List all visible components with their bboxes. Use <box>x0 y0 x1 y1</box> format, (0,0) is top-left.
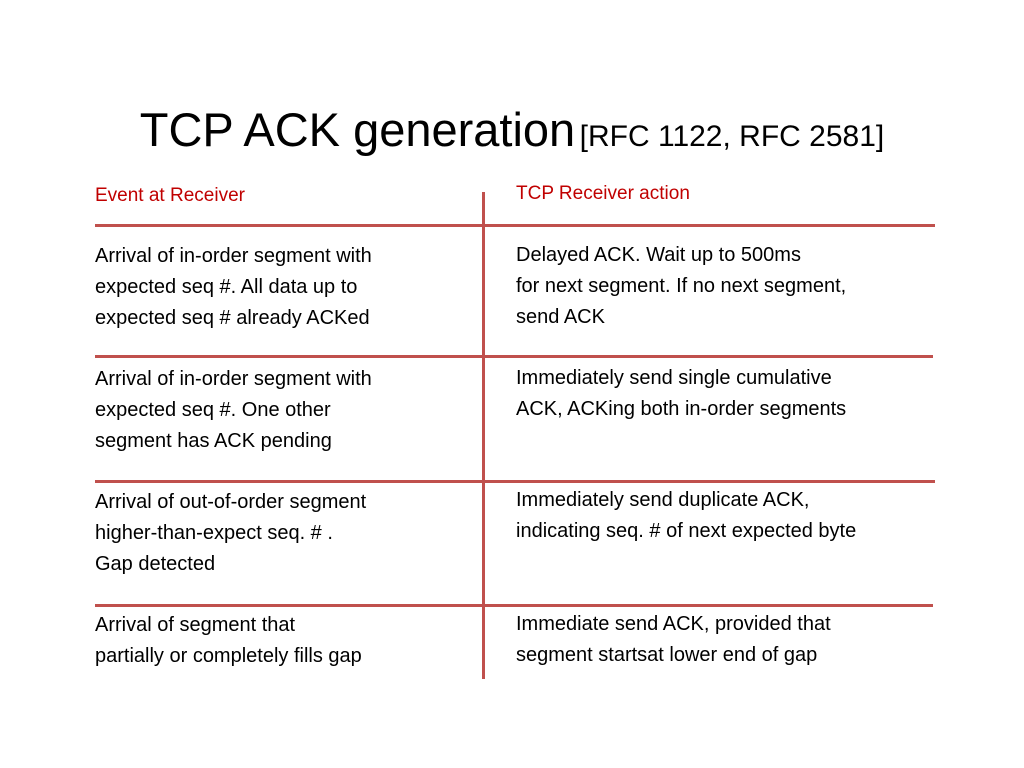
header-event: Event at Receiver <box>95 185 245 206</box>
title-subtitle: [RFC 1122, RFC 2581] <box>579 120 885 153</box>
column-divider <box>482 192 485 679</box>
row-4-action <box>516 609 831 671</box>
row-1-event <box>95 241 372 334</box>
row-1-action-line-3: send ACK <box>516 306 605 328</box>
row-2-action <box>516 363 846 425</box>
row-3-action-line-2: indicating seq. # of next expected byte <box>516 520 857 542</box>
row-1-action-line-2: for next segment. If no next segment, <box>516 275 847 297</box>
title-main: TCP ACK generation <box>139 103 576 156</box>
row-3-event <box>95 487 366 580</box>
row-4-event-line-1: Arrival of segment that <box>95 614 296 636</box>
row-3-event-line-2: higher-than-expect seq. # . <box>95 522 333 544</box>
row-1-event-line-2: expected seq #. All data up to <box>95 276 358 298</box>
row-2-event <box>95 364 372 457</box>
row-4-event-line-2: partially or completely fills gap <box>95 645 362 667</box>
row-3-event-line-1: Arrival of out-of-order segment <box>95 491 367 513</box>
header-action: TCP Receiver action <box>516 183 690 204</box>
row-2-event-line-1: Arrival of in-order segment with <box>95 368 372 390</box>
row-2-action-line-1: Immediately send single cumulative <box>516 367 832 389</box>
row-rule-1 <box>95 355 933 358</box>
row-3-action-line-1: Immediately send duplicate ACK, <box>516 489 810 511</box>
row-2-action-line-2: ACK, ACKing both in-order segments <box>516 398 847 420</box>
row-2-event-line-2: expected seq #. One other <box>95 399 331 421</box>
row-4-action-line-2: segment startsat lower end of gap <box>516 644 818 666</box>
row-2-event-line-3: segment has ACK pending <box>95 430 332 452</box>
row-1-action-line-1: Delayed ACK. Wait up to 500ms <box>516 244 801 266</box>
slide-title <box>0 104 1024 156</box>
header-rule <box>95 224 935 227</box>
row-1-event-line-1: Arrival of in-order segment with <box>95 245 372 267</box>
row-rule-3 <box>95 604 933 607</box>
row-4-action-line-1: Immediate send ACK, provided that <box>516 613 831 635</box>
row-4-event <box>95 610 362 672</box>
row-1-action <box>516 240 846 333</box>
row-3-event-line-3: Gap detected <box>95 553 216 575</box>
row-rule-2 <box>95 480 935 483</box>
row-1-event-line-3: expected seq # already ACKed <box>95 307 370 329</box>
row-3-action <box>516 485 856 547</box>
